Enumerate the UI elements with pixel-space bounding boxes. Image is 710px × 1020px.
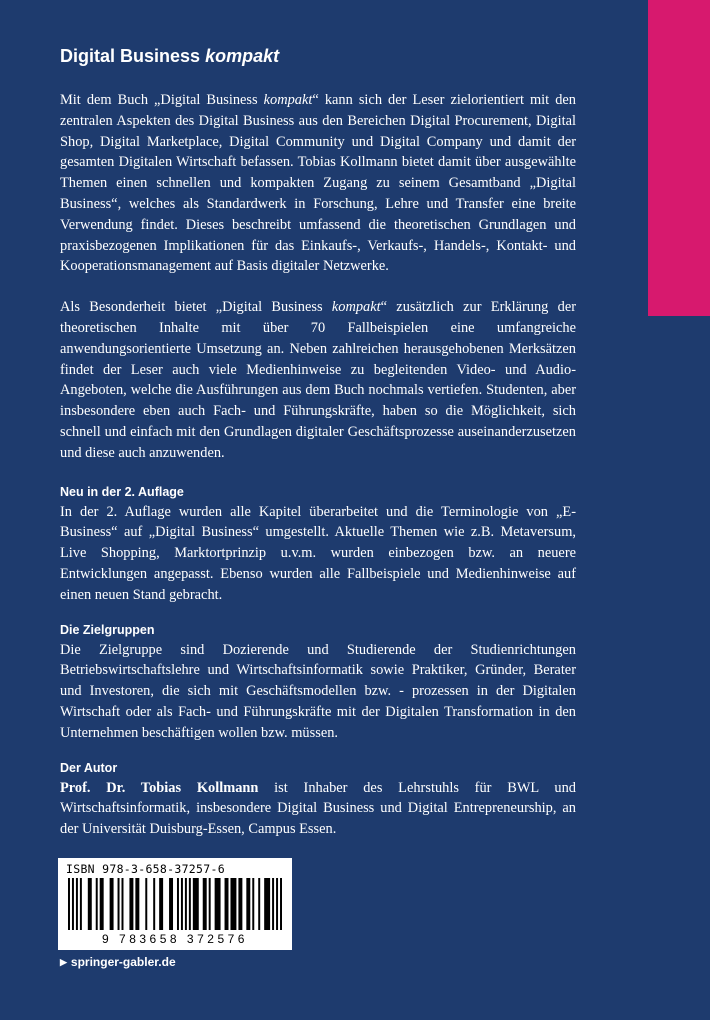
barcode-bar: [280, 878, 282, 930]
intro-text-b: “ kann sich der Leser zielorientiert mit den zentralen Aspekten des Digital Business aus den Bereichen Digital Procurement, Digital Shop, Digital Marketplace, Digital Community und Digital Company und damit der gesamten Digitalen Wirtschaft befassen. Tobias Kollmann bietet damit über ausgewählte Themen einen schnellen und kompakten Zugang zu seinem Gesamtband „Digital Business“, welches als Standardwerk in Forschung, Lehre und Transfer eine breite Verwendung findet. Dieses beschreibt umfassend die theoretischen Grundlagen und praxisbezogenen Implikationen für das Einkaufs-, Verkaufs-, Handels-, Kontakt- und Kooperationsmanagement auf Basis digitaler Netzwerke.: [60, 92, 576, 275]
barcode-bar: [246, 878, 250, 930]
section-author: [60, 758, 576, 840]
accent-bar: [648, 0, 710, 316]
barcode-bar: [100, 878, 104, 930]
barcode-bar: [135, 878, 139, 930]
barcode-bar: [264, 878, 270, 930]
website-url: springer-gabler.de: [70, 955, 176, 969]
barcode-bar: [272, 878, 274, 930]
publisher-website[interactable]: [60, 955, 176, 969]
book-title: [60, 44, 576, 68]
barcode-digits: 9 783658 372576: [102, 932, 248, 946]
barcode-bar: [159, 878, 163, 930]
barcode-bar: [72, 878, 74, 930]
highlight-text-em: kompakt: [331, 299, 381, 316]
section-heading-new-edition: Neu in der 2. Auflage: [60, 484, 184, 499]
barcode-bar: [209, 878, 211, 930]
section-heading-author: Der Autor: [60, 760, 118, 775]
highlight-paragraph: [60, 297, 576, 463]
section-heading-target-groups: Die Zielgruppen: [60, 622, 155, 637]
section-target-groups: [60, 620, 576, 744]
barcode-bar: [252, 878, 254, 930]
barcode-bar: [193, 878, 199, 930]
barcode-bar: [189, 878, 191, 930]
intro-text-a: Mit dem Buch „Digital Business: [60, 92, 264, 108]
barcode-bar: [96, 878, 98, 930]
barcode-bar: [276, 878, 278, 930]
barcode-bar: [258, 878, 260, 930]
barcode-bar: [118, 878, 120, 930]
author-name: Prof. Dr. Tobias Kollmann: [60, 779, 259, 796]
barcode-bar: [203, 878, 207, 930]
isbn-label: ISBN 978-3-658-37257-6: [66, 862, 225, 876]
barcode-bar: [122, 878, 124, 930]
barcode-bar: [185, 878, 187, 930]
barcode-bar: [177, 878, 179, 930]
section-new-edition: [60, 482, 576, 606]
barcode-bar: [110, 878, 114, 930]
section-text-target-groups: Die Zielgruppe sind Dozierende und Studierende der Studienrichtungen Betriebswirtschaftslehre und Wirtschaftsinformatik sowie Praktiker, Gründer, Berater und Investoren, die sich mit Geschäftsmodellen bzw. - prozessen in der Digitalen Wirtschaft oder als Fach- und Führungskräfte mit der Digitalen Transformation in den Unternehmen beschäftigen wollen bzw. müssen.: [60, 641, 576, 741]
barcode-bar: [230, 878, 236, 930]
arrow-right-icon: ▶: [60, 956, 67, 967]
barcode-bar: [68, 878, 70, 930]
barcode-bar: [153, 878, 155, 930]
title-main: Digital Business: [60, 46, 201, 66]
barcode-bar: [129, 878, 133, 930]
intro-paragraph: [60, 90, 576, 277]
author-bio: ist Inhaber des Lehrstuhls für BWL und Wirtschaftsinformatik, insbesondere Digital Business und Digital Entrepreneurship, an der Universität Duisburg-Essen, Campus Essen.: [60, 779, 577, 838]
barcode-bar: [238, 878, 242, 930]
barcode-bar: [80, 878, 82, 930]
section-text-new-edition: In der 2. Auflage wurden alle Kapitel überarbeitet und die Terminologie von „E-Business“ auf „Digital Business“ umgestellt. Aktuelle Themen wie z.B. Metaversum, Live Shopping, Marktortprinzip u.v.m. wurden einbezogen bzw. an neuere Entwicklungen angepasst. Ebenso wurden alle Fallbeispiele und Medienhinweise auf einen neuen Stand gebracht.: [60, 503, 576, 603]
barcode-bar: [169, 878, 173, 930]
barcode-bar: [76, 878, 78, 930]
barcode-bar: [225, 878, 229, 930]
barcode-bar: [181, 878, 183, 930]
barcode-bars: [66, 878, 284, 932]
barcode-bar: [145, 878, 147, 930]
intro-text-em: kompakt: [263, 92, 313, 108]
barcode-bar: [88, 878, 92, 930]
highlight-text-b: “ zusätzlich zur Erklärung der theoretischen Inhalte mit über 70 Fallbeispielen eine umfangreiche anwendungsorientierte Umsetzung an. Neben zahlreichen herausgehobenen Merksätzen findet der Leser auch viele Medienhinweise zu begleitenden Video- und Audio-Angeboten, welche die Ausführungen aus dem Buch nochmals vertiefen. Studenten, aber insbesondere eben auch Fach- und Führungskräfte, haben so die Möglichkeit, sich schnell und einfach mit den Grundlagen digitaler Geschäftsprozesse auseinanderzusetzen und diese auch anzuwenden.: [60, 299, 576, 461]
title-emphasis: kompakt: [205, 46, 280, 66]
section-text-author: [60, 778, 576, 840]
barcode-bar: [215, 878, 221, 930]
highlight-text-a: Als Besonderheit bietet „Digital Business: [60, 299, 332, 316]
isbn-barcode: [58, 858, 292, 950]
back-cover-content: [60, 44, 576, 854]
